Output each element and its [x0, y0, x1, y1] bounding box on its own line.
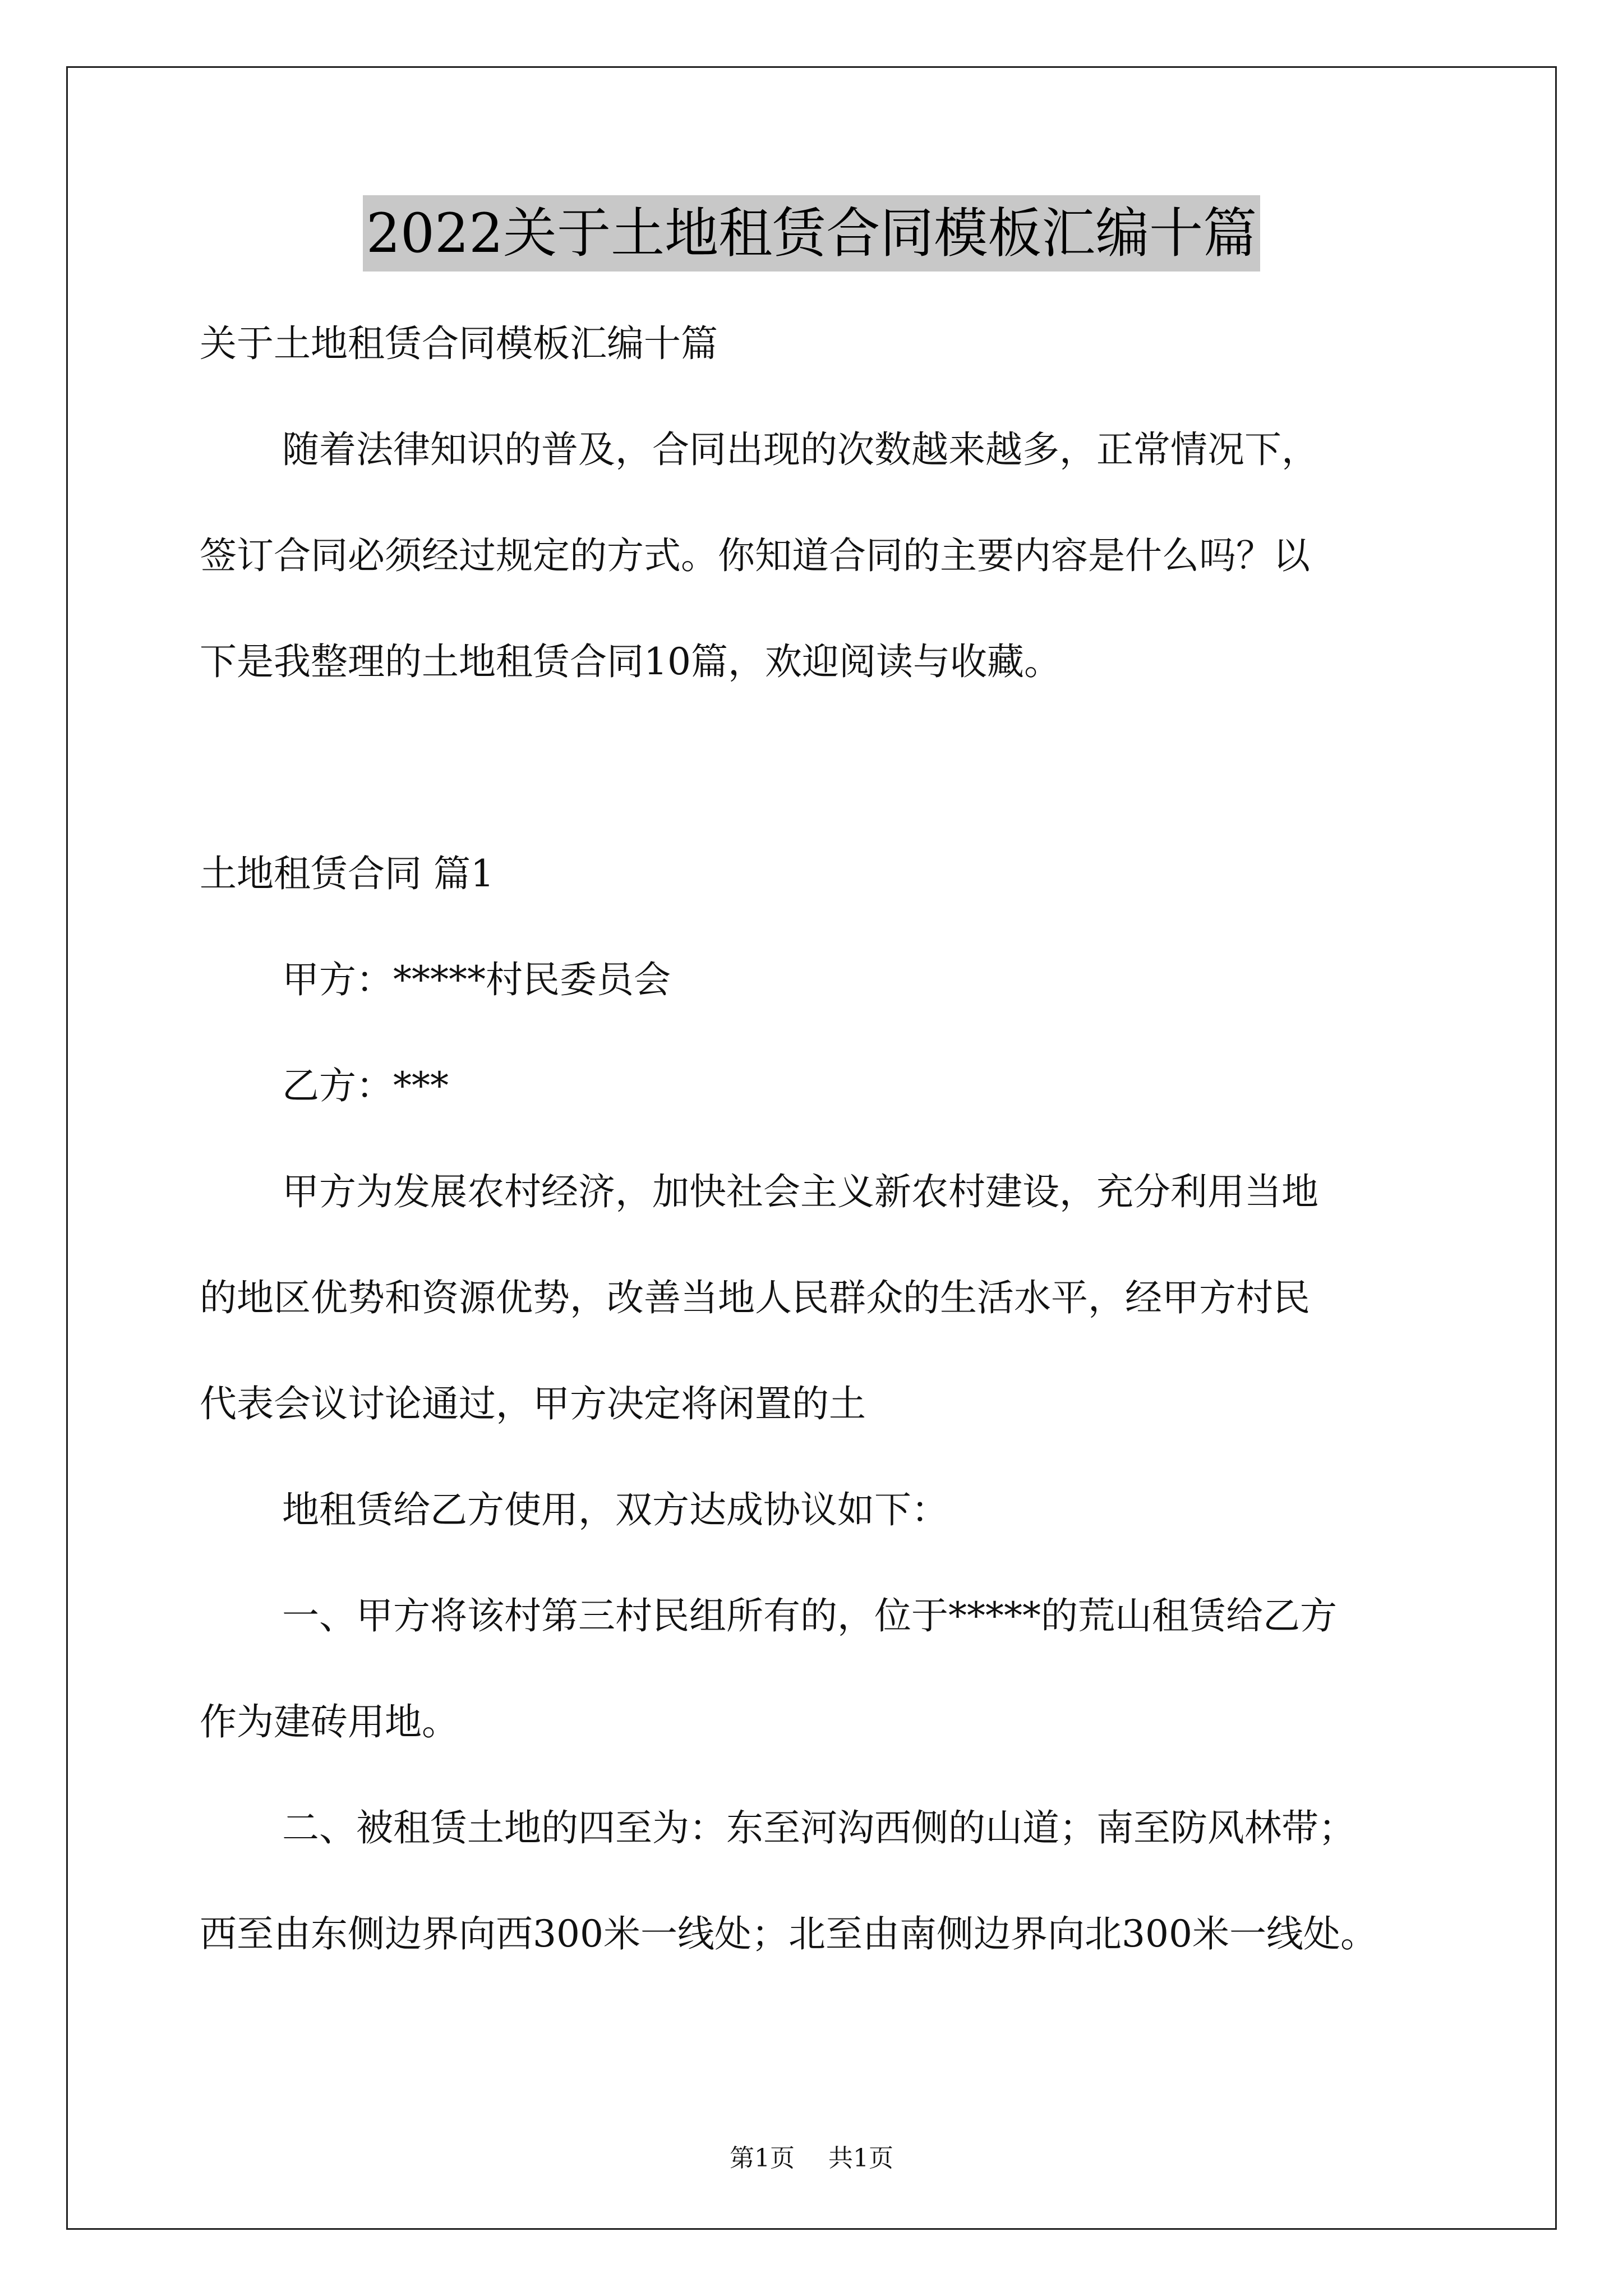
subtitle-line: 关于土地租赁合同模板汇编十篇: [200, 322, 718, 365]
page-total: 共1页: [828, 2144, 893, 2173]
paragraph-line: 代表会议讨论通过，甲方决定将闲置的土: [200, 1382, 866, 1425]
party-b-line: 乙方：***: [282, 1064, 449, 1107]
paragraph-line: 签订合同必须经过规定的方式。你知道合同的主要内容是什么吗？以: [200, 534, 1310, 577]
document-title: 2022关于土地租赁合同模板汇编十篇: [363, 195, 1260, 272]
paragraph-line: 下是我整理的土地租赁合同10篇，欢迎阅读与收藏。: [200, 640, 1061, 683]
clause-line: 西至由东侧边界向西300米一线处；北至由南侧边界向北300米一线处。: [200, 1912, 1377, 1955]
paragraph-line: 地租赁给乙方使用，双方达成协议如下：: [282, 1488, 948, 1531]
page-footer: [0, 2142, 1623, 2175]
clause-line: 作为建砖用地。: [200, 1700, 459, 1743]
clause-line: 一、甲方将该村第三村民组所有的，位于*****的荒山租赁给乙方: [282, 1594, 1337, 1637]
page-border: [66, 66, 1557, 2230]
paragraph-line: 甲方为发展农村经济，加快社会主义新农村建设，充分利用当地: [282, 1170, 1318, 1213]
paragraph-line: 的地区优势和资源优势，改善当地人民群众的生活水平，经甲方村民: [200, 1276, 1310, 1319]
clause-line: 二、被租赁土地的四至为：东至河沟西侧的山道；南至防风林带；: [282, 1806, 1355, 1849]
party-a-line: 甲方：*****村民委员会: [282, 958, 671, 1001]
paragraph-line: 随着法律知识的普及，合同出现的次数越来越多，正常情况下，: [282, 428, 1318, 471]
page-current: 第1页: [730, 2144, 795, 2173]
title-container: [0, 195, 1623, 272]
section-heading: 土地租赁合同 篇1: [200, 852, 494, 895]
